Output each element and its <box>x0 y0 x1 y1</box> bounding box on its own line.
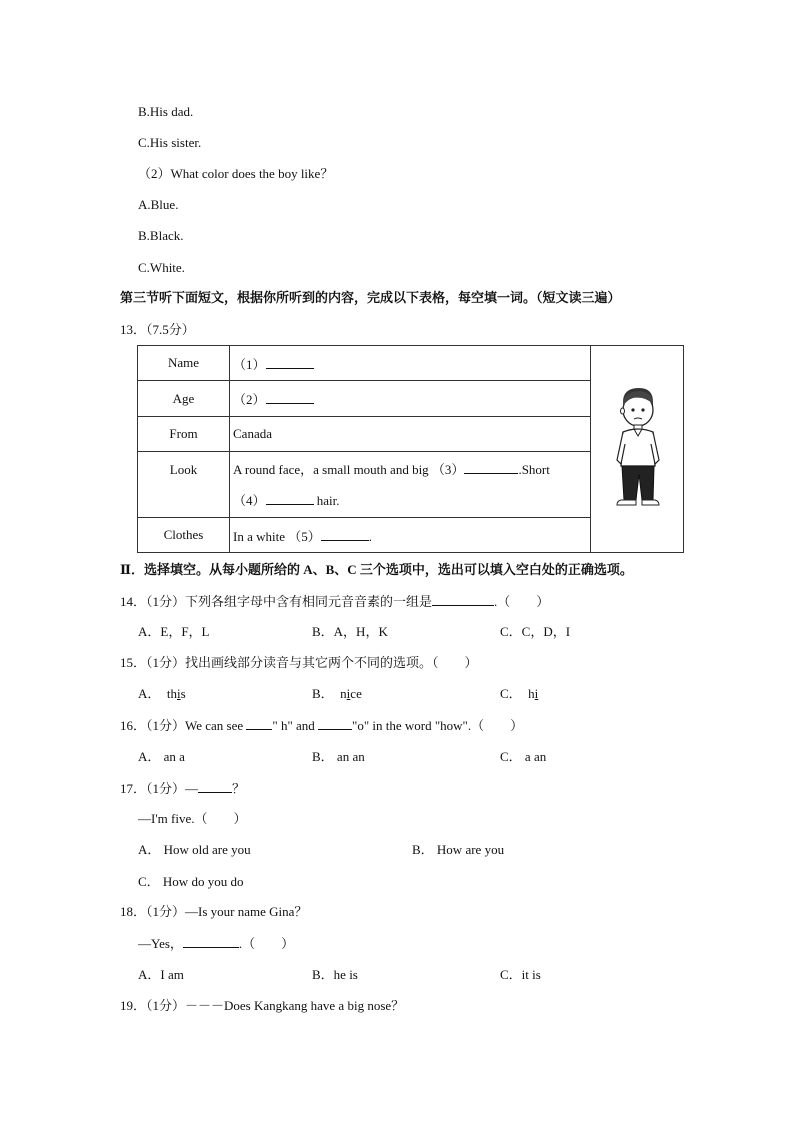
row-label: Clothes <box>138 518 230 553</box>
blank-2[interactable] <box>266 391 314 404</box>
q17-stem: 17．（1分）— ？ <box>120 781 246 796</box>
q14-option-a[interactable]: A．E，F，L <box>138 624 210 639</box>
q16-blank-1[interactable] <box>246 717 272 730</box>
q14-option-b[interactable]: B．A，H，K <box>312 624 388 639</box>
q13-number: 13．（7.5分） <box>120 322 195 337</box>
blank-1[interactable] <box>266 356 314 369</box>
q16-stem: 16．（1分）We can see " h" and "o" in the word "how".（ ） <box>120 718 524 733</box>
row-value: Canada <box>230 417 591 452</box>
q14-blank[interactable] <box>432 593 494 606</box>
row-label: From <box>138 417 230 452</box>
q17-blank[interactable] <box>198 780 232 793</box>
q18-reply: —Yes， .（ ） <box>138 936 295 951</box>
q18-option-b[interactable]: B．he is <box>312 967 358 982</box>
info-table <box>137 345 684 553</box>
q12-option-b: B.His dad. <box>138 104 194 119</box>
row-label: Age <box>138 381 230 417</box>
row-value: In a white （5） . <box>230 518 591 553</box>
q16-option-c[interactable]: C． a an <box>500 749 547 764</box>
q12-2-option-b: B.Black. <box>138 228 184 243</box>
blank-5[interactable] <box>321 528 369 541</box>
row-label: Look <box>138 452 230 518</box>
blank-3[interactable] <box>464 461 518 474</box>
q18-option-c[interactable]: C．it is <box>500 967 541 982</box>
q17-reply: —I'm five.（ ） <box>138 811 247 826</box>
q15-stem: 15．（1分）找出画线部分读音与其它两个不同的选项。（ ） <box>120 655 478 670</box>
q18-option-a[interactable]: A．I am <box>138 967 184 982</box>
q16-blank-2[interactable] <box>318 717 352 730</box>
q17-option-a[interactable]: A． How old are you <box>138 842 251 857</box>
row-value: （2） <box>230 381 591 417</box>
q14-stem: 14．（1分）下列各组字母中含有相同元音音素的一组是 .（ ） <box>120 594 550 609</box>
section3-heading: 第三节听下面短文，根据你所听到的内容，完成以下表格，每空填一词。（短文读三遍） <box>120 290 621 305</box>
q12-2-question: （2）What color does the boy like？ <box>138 166 334 181</box>
q12-2-option-c: C.White. <box>138 260 185 275</box>
q16-option-b[interactable]: B． an an <box>312 749 365 764</box>
q15-option-a[interactable]: A． this <box>138 686 186 701</box>
q18-blank[interactable] <box>183 935 239 948</box>
q18-stem: 18．（1分）—Is your name Gina？ <box>120 904 308 919</box>
q15-option-c[interactable]: C． hi <box>500 686 539 701</box>
q16-option-a[interactable]: A． an a <box>138 749 185 764</box>
row-value: A round face，a small mouth and big （3） .Short （4） hair. <box>230 452 591 518</box>
table-row <box>138 346 684 381</box>
q12-2-option-a: A.Blue. <box>138 197 179 212</box>
boy-icon <box>609 384 665 510</box>
row-value: （1） <box>230 346 591 381</box>
q12-option-c: C.His sister. <box>138 135 202 150</box>
row-label: Name <box>138 346 230 381</box>
blank-4[interactable] <box>266 492 314 505</box>
section2-heading: Ⅱ．选择填空。从每小题所给的 A、B、C 三个选项中，选出可以填入空白处的正确选项。 <box>120 562 633 577</box>
boy-picture-cell <box>591 346 684 553</box>
q15-option-b[interactable]: B． nice <box>312 686 362 701</box>
q14-option-c[interactable]: C．C，D，I <box>500 624 571 639</box>
q19-stem: 19．（1分）－－－Does Kangkang have a big nose？ <box>120 998 405 1013</box>
q17-option-b[interactable]: B． How are you <box>412 842 505 857</box>
q17-option-c[interactable]: C． How do you do <box>138 874 244 889</box>
